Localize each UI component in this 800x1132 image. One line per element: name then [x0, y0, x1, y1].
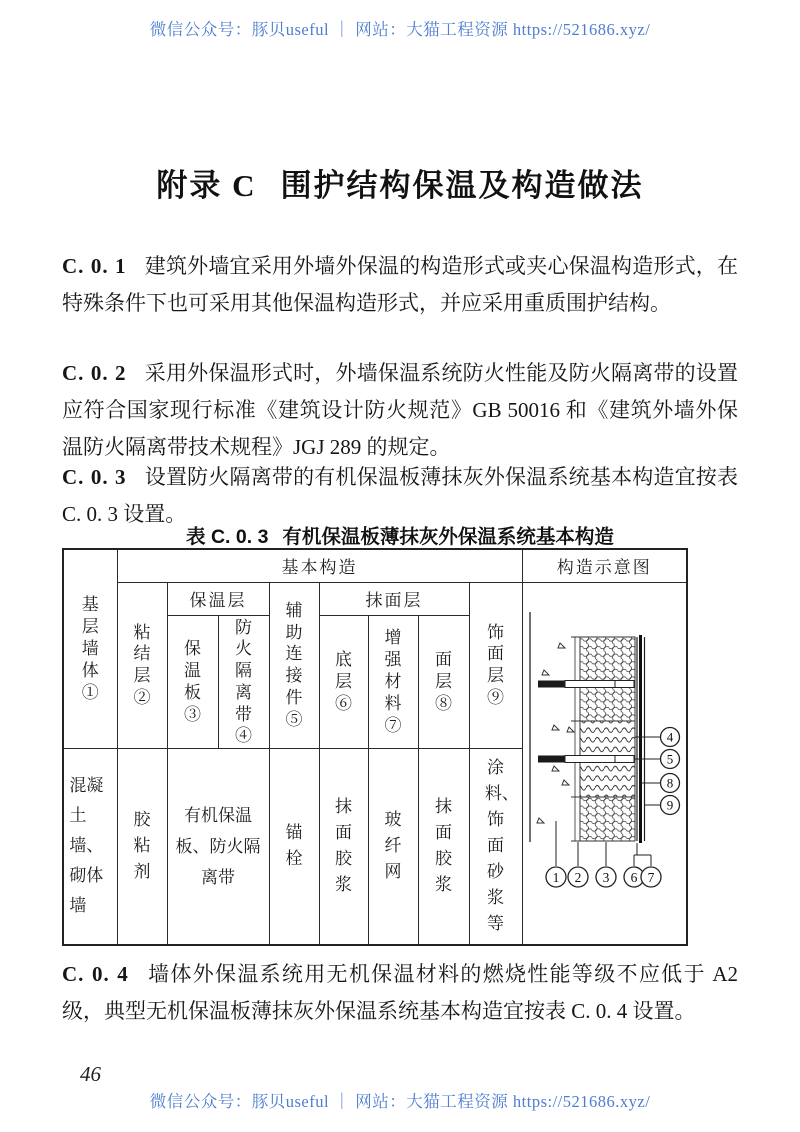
appendix-title-text: 围护结构保温及构造做法 — [280, 168, 644, 203]
construction-table — [62, 548, 688, 946]
cell-mesh: 玻纤网 — [368, 748, 418, 944]
header-basic-construction: 基本构造 — [117, 549, 522, 582]
clause-number: C. 0. 2 — [62, 361, 127, 385]
render-coats — [637, 635, 645, 843]
clause-text: 采用外保温形式时，外墙保温系统防火性能及防火隔离带的设置应符合国家现行标准《建筑设计防火规范》GB 50016 和《建筑外墙外保温防火隔离带技术规程》JGJ 289 的规定。 — [62, 361, 738, 459]
diagram-callout: 8 — [666, 775, 673, 790]
diagram-callout: 6 — [630, 869, 638, 885]
table-caption-label: 表 C. 0. 3 — [186, 526, 269, 548]
diagram-callout: 5 — [666, 751, 673, 766]
paragraph-c02 — [62, 355, 738, 466]
header-bond-layer: 粘结层② — [117, 582, 167, 748]
right-leaders — [634, 737, 661, 805]
insulation-board-top — [580, 637, 635, 721]
clause-text: 设置防火隔离带的有机保温板薄抹灰外保温系统基本构造宜按表 C. 0. 3 设置。 — [62, 465, 738, 526]
header-insulation-group: 保温层 — [167, 582, 269, 615]
paragraph-c04 — [62, 956, 738, 1030]
anchor-bolt-top — [538, 680, 634, 687]
clause-text: 建筑外墙宜采用外墙外保温的构造形式或夹心保温构造形式，在特殊条件下也可采用其他保温构造形式，并应采用重质围护结构。 — [62, 254, 738, 315]
insulation-board-bottom — [580, 797, 635, 841]
header-base-coat: 底层⑥ — [319, 615, 368, 748]
page-title — [0, 160, 800, 205]
diagram-callout: 3 — [602, 869, 610, 885]
cell-finish: 涂料、饰面砂浆等 — [469, 748, 522, 944]
page-number: 46 — [80, 1062, 101, 1086]
construction-diagram-svg — [523, 583, 686, 939]
header-finish-layer: 饰面层⑨ — [469, 582, 522, 748]
cell-base-coat: 抹面胶浆 — [319, 748, 368, 944]
cell-face-coat: 抹面胶浆 — [418, 748, 469, 944]
layer-ticks — [571, 637, 580, 841]
anchor-bolt-bottom — [538, 755, 634, 762]
diagram-callout: 9 — [666, 797, 673, 812]
cell-base-wall: 混凝土墙、砌体墙 — [63, 748, 117, 944]
diagram-callout: 7 — [647, 869, 655, 885]
paragraph-c01 — [62, 248, 738, 322]
diagram-callout: 2 — [574, 869, 582, 885]
header-insulation-board: 保温板③ — [167, 615, 218, 748]
clause-number: C. 0. 3 — [62, 465, 127, 489]
header-aux-connector: 辅助连接件⑤ — [269, 582, 319, 748]
concrete-marks — [537, 643, 574, 823]
right-callouts — [660, 727, 679, 814]
clause-number: C. 0. 4 — [62, 962, 129, 986]
cell-board-fire: 有机保温板、防火隔离带 — [167, 748, 269, 944]
table-caption — [0, 521, 800, 549]
header-render-group: 抹面层 — [319, 582, 469, 615]
diagram-callout: 4 — [666, 729, 673, 744]
construction-diagram — [522, 582, 687, 945]
bottom-callouts — [546, 867, 661, 887]
clause-number: C. 0. 1 — [62, 254, 127, 278]
header-diagram: 构造示意图 — [522, 549, 687, 582]
clause-text: 墙体外保温系统用无机保温材料的燃烧性能等级不应低于 A2 级，典型无机保温板薄抹灰外保温系统基本构造宜按表 C. 0. 4 设置。 — [62, 962, 738, 1023]
diagram-callout: 1 — [552, 869, 560, 885]
cell-bond: 胶粘剂 — [117, 748, 167, 944]
header-fire-band: 防火隔离带④ — [218, 615, 269, 748]
header-face-coat: 面层⑧ — [418, 615, 469, 748]
header-base-wall: 基层墙体① — [63, 549, 117, 748]
appendix-label: 附录 C — [156, 168, 257, 203]
table-caption-text: 有机保温板薄抹灰外保温系统基本构造 — [282, 526, 614, 548]
header-mesh: 增强材料⑦ — [368, 615, 418, 748]
cell-connector: 锚栓 — [269, 748, 319, 944]
watermark-bottom: 微信公众号：豚贝useful ｜ 网站：大猫工程资源 https://521686.xyz/ — [149, 1092, 651, 1111]
watermark-top: 微信公众号：豚贝useful ｜ 网站：大猫工程资源 https://521686.xyz/ — [149, 20, 651, 39]
